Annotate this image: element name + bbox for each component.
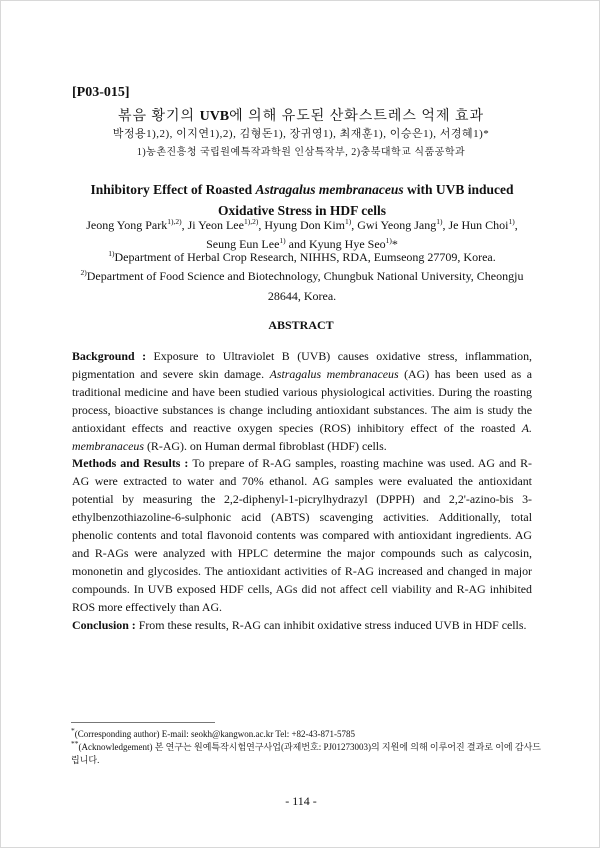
abstract-code: [P03-015]	[72, 85, 130, 100]
affiliation-1: $^{1)}$Department of Herbal Crop Research, NIHHS, RDA, Eumseong 27709, Korea.	[108, 249, 496, 264]
abstract-heading: ABSTRACT	[268, 318, 334, 332]
abstract-body	[72, 348, 532, 635]
background-paragraph: Background : Exposure to Ultraviolet B (UVB) causes oxidative stress, inflammation, pigmentation and severe skin damage. Astragalus membranaceus (AG) has been used as a traditional medicine and have been studied various physiological activities. During the roasting process, bioactive substances is change including antioxidant substances. The aim is study the antioxidant effects and reactive oxygen species (ROS) inhibitory effect of the roasted A. membranaceus (R-AG). on Human dermal fibroblast (HDF) cells.	[72, 349, 532, 453]
english-title: Inhibitory Effect of Roasted Astragalus membranaceus with UVB induced Oxidative Stress in HDF cells	[90, 182, 514, 218]
methods-paragraph: Methods and Results : To prepare of R-AG samples, roasting machine was used. AG and R-AG were extracted to water and 70% ethanol. AG samples were evaluated the antioxidant potential by measuring the 2,2-diphenyl-1-picrylhydrazyl (DPPH) and 2,2'-azino-bis 3-ethylbenzothiazoline-6-sulphonic acid (ABTS) scavenging activities. Additionally, total phenolic contents and total flavonoid contents was compared with antioxidant ingredients. AG and R-AGs were analyzed with HPLC determine the major compounds such as calycosin, mononetin and glycosides. The antioxidant activities of R-AG increased and changed in major compounds. In UVB exposed HDF cells, AGs did not affect cell viability and R-AG inhibited ROS more effectively than AG.	[72, 456, 533, 614]
korean-title: 볶음 황기의 UVB에 의해 유도된 산화스트레스 억제 효과	[117, 109, 485, 124]
footnote-corresponding: *(Corresponding author) E-mail: seokh@kangwon.ac.kr Tel: +82-43-871-5785	[71, 726, 356, 739]
footnote-acknowledgement: **(Acknowledgement) 본 연구는 원예특작시험연구사업(과제번호: PJ01273003)의 지원에 의해 이루어진 결과로 이에 감사드립니다.	[71, 739, 541, 765]
english-authors: Jeong Yong Park$^{1),2)}$, Ji Yeon Lee$^{1),2)}$, Hyung Don Kim$^{1)}$, Gwi Yeong Jang$^{1)}$, Je Hun Choi$^{1)}$, Seung Eun Lee$^{1)}$ and Kyung Hye Seo$^{1)}$*	[86, 217, 518, 251]
page-number: - 114 -	[285, 794, 317, 808]
korean-affiliations: 1)농촌진흥청 국립원예특작과학원 인삼특작부, 2)충북대학교 식품공학과	[136, 147, 466, 158]
korean-authors: 박정용1),2), 이지연1),2), 김형돈1), 장귀영1), 최재훈1), 이승은1), 서경혜1)*	[112, 128, 490, 140]
conclusion-paragraph: Conclusion : From these results, R-AG can inhibit oxidative stress induced UVB in HDF cells.	[72, 617, 527, 632]
affiliation-2: $^{2)}$Department of Food Science and Biotechnology, Chungbuk National University, Cheongju 28644, Korea.	[80, 268, 524, 303]
footnote-divider	[71, 722, 215, 723]
